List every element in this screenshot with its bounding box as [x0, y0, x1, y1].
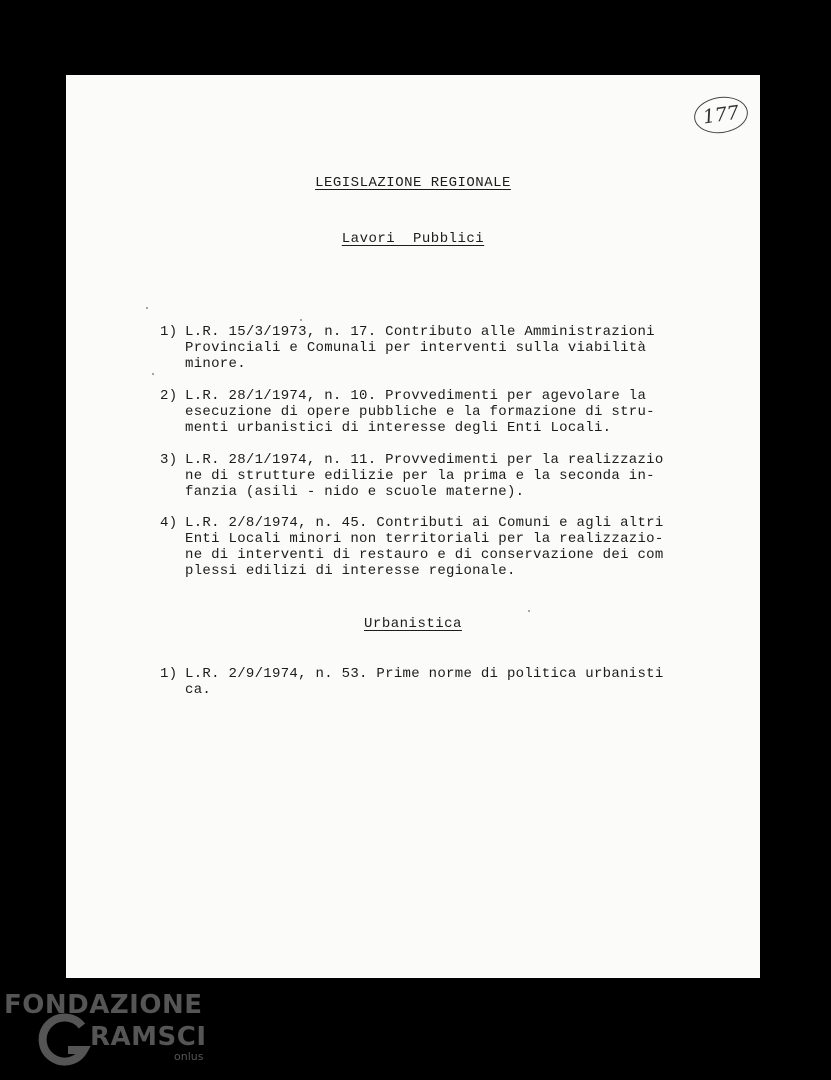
list-item	[160, 324, 680, 372]
fondazione-gramsci-logo	[4, 990, 234, 1075]
logo-line-1: FONDAZIONE	[4, 990, 203, 1020]
list-item	[160, 388, 680, 436]
document-title: LEGISLAZIONE REGIONALE	[315, 175, 511, 191]
item-text: L.R. 2/9/1974, n. 53. Prime norme di politica urbanisti ca.	[185, 666, 664, 698]
section-heading-lavori-pubblici: Lavori Pubblici	[341, 231, 485, 247]
item-number: 4)	[160, 515, 178, 531]
item-text: L.R. 28/1/1974, n. 11. Provvedimenti per la realizzazio ne di strutture edilizie per la prima e la seconda in- fanzia (asili - nido e scuole materne).	[185, 452, 664, 500]
document-page	[66, 75, 760, 978]
handwritten-page-number: 177	[692, 93, 750, 136]
item-number: 1)	[160, 666, 178, 682]
logo-subtitle: onlus	[174, 1050, 204, 1063]
list-item	[160, 666, 680, 698]
paper-speck	[300, 319, 302, 321]
logo-g-icon	[34, 1012, 94, 1070]
item-number: 3)	[160, 452, 178, 468]
paper-speck	[152, 373, 154, 375]
list-item	[160, 515, 680, 579]
paper-speck	[146, 307, 148, 309]
item-text: L.R. 2/8/1974, n. 45. Contributi ai Comuni e agli altri Enti Locali minori non territoriali per la realizzazio- ne di interventi di restauro e di conservazione dei com plessi edilizi di interesse regionale.	[185, 515, 664, 579]
item-number: 1)	[160, 324, 178, 340]
list-item	[160, 452, 680, 500]
item-text: L.R. 28/1/1974, n. 10. Provvedimenti per agevolare la esecuzione di opere pubbliche e la formazione di stru- menti urbanistici di interesse degli Enti Locali.	[185, 388, 655, 436]
logo-line-2: RAMSCI	[90, 1022, 207, 1052]
item-text: L.R. 15/3/1973, n. 17. Contributo alle Amministrazioni Provinciali e Comunali per interventi sulla viabilità minore.	[185, 324, 655, 372]
item-number: 2)	[160, 388, 178, 404]
section-heading-urbanistica: Urbanistica	[364, 616, 462, 632]
paper-speck	[528, 610, 530, 612]
